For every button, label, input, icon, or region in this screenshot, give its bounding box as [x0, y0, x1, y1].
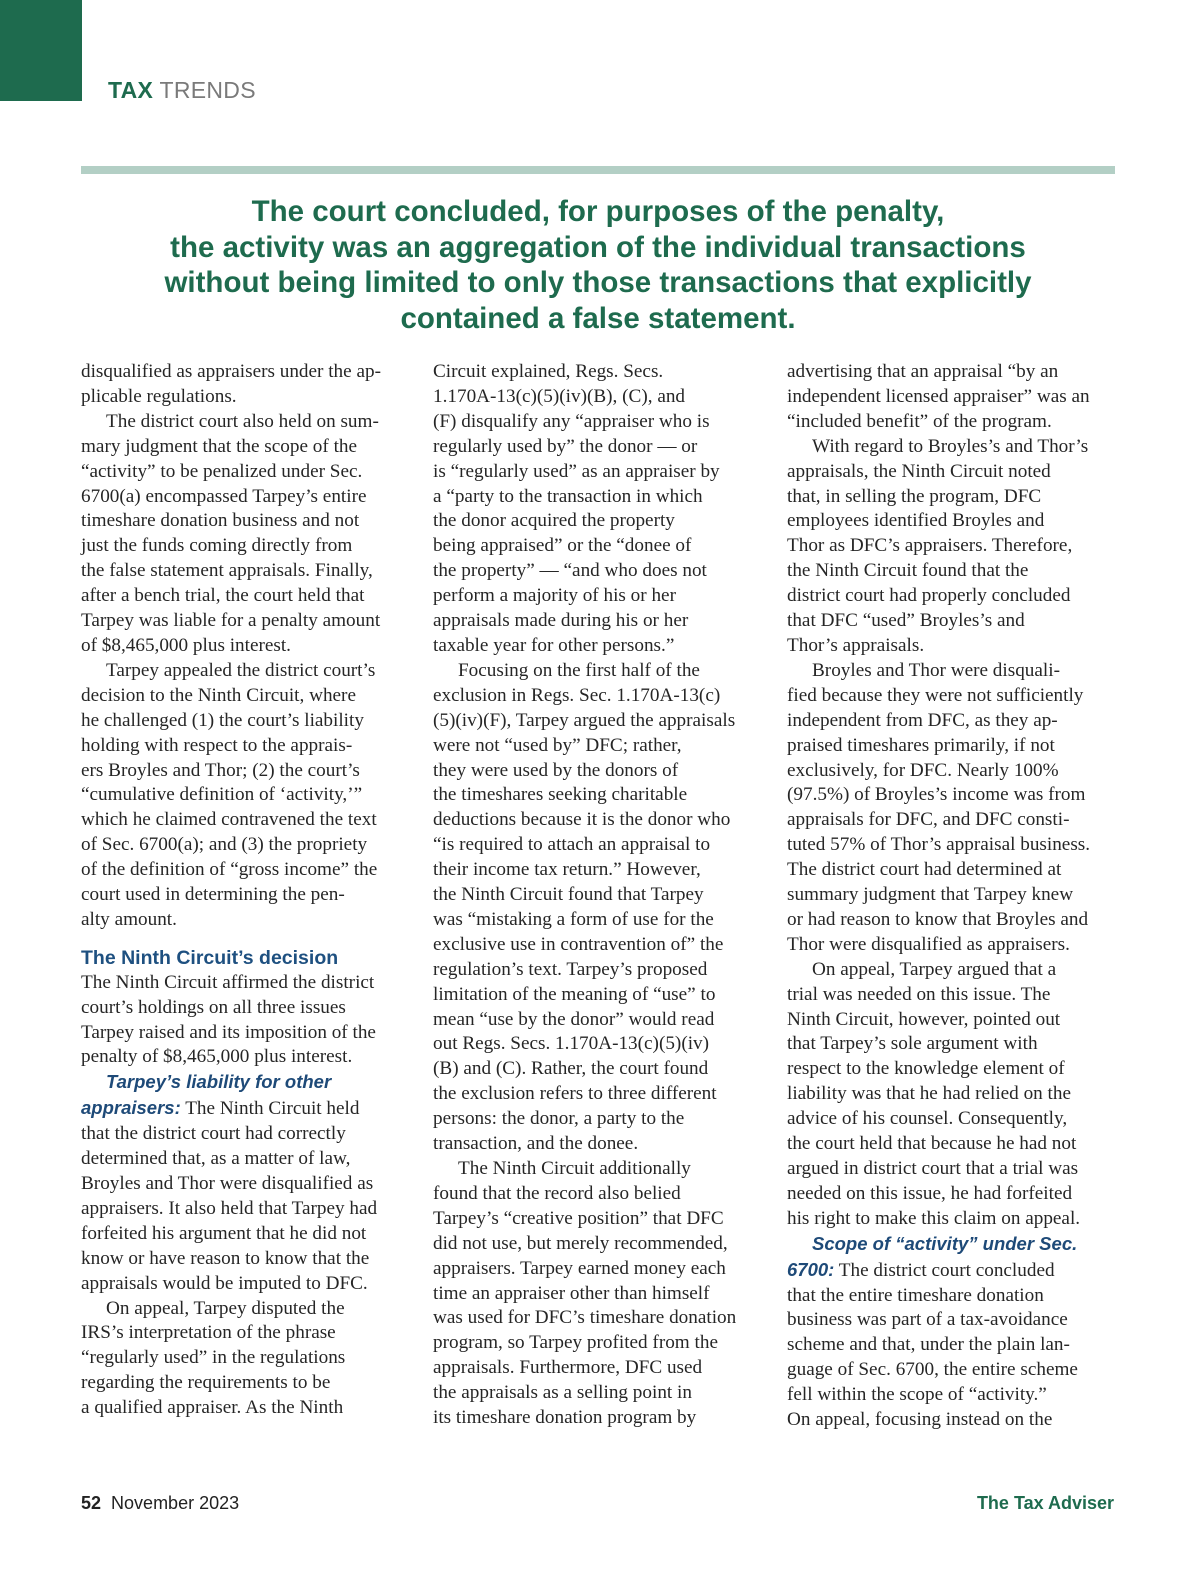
text-line: penalty of $8,465,000 plus interest. — [81, 1046, 353, 1068]
text-line: of $8,465,000 plus interest. — [81, 634, 291, 656]
text-line: The Ninth Circuit affirmed the district — [81, 971, 375, 993]
section-label — [108, 77, 256, 104]
text-line: Broyles and Thor were disquali- — [812, 659, 1060, 681]
text-line: Thor as DFC’s appraisers. Therefore, — [787, 535, 1073, 557]
text-line: Tarpey’s “creative position” that DFC — [433, 1207, 724, 1229]
text-line: scheme and that, under the plain lan- — [787, 1334, 1070, 1356]
text-line: his right to make this claim on appeal. — [787, 1207, 1081, 1229]
text-line: persons: the donor, a party to the — [433, 1108, 685, 1130]
text-line: Broyles and Thor were disqualified as — [81, 1173, 374, 1194]
text-line-body: The Ninth Circuit held — [180, 1098, 360, 1120]
text-line: (F) disqualify any “appraiser who is — [433, 410, 710, 432]
text-line: With regard to Broyles’s and Thor’s — [812, 435, 1089, 457]
text-line: just the funds coming directly from — [81, 535, 353, 557]
text-line: (5)(iv)(F), Tarpey argued the appraisals — [433, 709, 736, 731]
text-line — [81, 1096, 411, 1122]
text-line: that, in selling the program, DFC — [787, 485, 1042, 507]
text-line: that the entire timeshare donation — [787, 1284, 1044, 1306]
text-line: Thor were disqualified as appraisers. — [787, 933, 1070, 955]
text-line: advice of his counsel. Consequently, — [787, 1108, 1068, 1130]
text-line: Thor’s appraisals. — [787, 634, 925, 656]
text-line: Ninth Circuit, however, pointed out — [787, 1008, 1061, 1030]
run-in-heading: Scope of “activity” under Sec. — [812, 1232, 1078, 1254]
text-line: appraisers. It also held that Tarpey had — [81, 1197, 378, 1219]
text-line: Tarpey raised and its imposition of the — [81, 1021, 376, 1043]
text-line: regulation’s text. Tarpey’s proposed — [433, 958, 708, 980]
text-line: The Ninth Circuit additionally — [458, 1158, 691, 1179]
text-line: found that the record also belied — [433, 1182, 681, 1204]
text-line: that Tarpey’s sole argument with — [787, 1033, 1038, 1055]
text-line: business was part of a tax-avoidance — [787, 1309, 1068, 1331]
text-line: the property” — “and who does not — [433, 560, 707, 582]
text-line: “is required to attach an appraisal to — [433, 834, 711, 856]
text-line: ers Broyles and Thor; (2) the court’s — [81, 759, 360, 781]
text-line: 1.170A-13(c)(5)(iv)(B), (C), and — [433, 385, 686, 407]
text-line: 6700(a) encompassed Tarpey’s entire — [81, 485, 367, 507]
text-line: fied because they were not sufficiently — [787, 684, 1084, 706]
section-label-light: TRENDS — [159, 77, 256, 103]
text-line: Tarpey appealed the district court’s — [106, 659, 376, 681]
text-line: forfeited his argument that he did not — [81, 1222, 367, 1244]
text-line: plicable regulations. — [81, 385, 237, 407]
article-column-1 — [81, 360, 411, 1421]
text-line: tuted 57% of Thor’s appraisal business. — [787, 834, 1091, 856]
page-number: 52 — [81, 1493, 102, 1513]
text-line: On appeal, focusing instead on the — [787, 1409, 1053, 1431]
text-line: transaction, and the donee. — [433, 1133, 639, 1155]
text-line: mary judgment that the scope of the — [81, 435, 358, 457]
pullquote-line: contained a false statement. — [400, 301, 796, 335]
text-line: or had reason to know that Broyles and — [787, 908, 1089, 930]
pullquote-line: without being limited to only those transactions that explicitly — [164, 266, 1032, 299]
article-column-2 — [433, 360, 768, 1431]
run-in-heading: 6700: — [787, 1258, 835, 1280]
text-line: IRS’s interpretation of the phrase — [81, 1322, 336, 1344]
corner-color-block — [0, 0, 82, 101]
text-line: the Ninth Circuit found that the — [787, 560, 1029, 582]
text-line: their income tax return.” However, — [433, 859, 701, 881]
text-line: exclusion in Regs. Sec. 1.170A-13(c) — [433, 684, 721, 706]
text-line: know or have reason to know that the — [81, 1247, 370, 1269]
text-line: being appraised” or the “donee of — [433, 535, 692, 557]
text-line: they were used by the donors of — [433, 759, 679, 781]
text-line: the court held that because he had not — [787, 1133, 1077, 1155]
text-line: (97.5%) of Broyles’s income was from — [787, 784, 1086, 806]
text-line: of the definition of “gross income” the — [81, 859, 378, 881]
article-column-3 — [787, 360, 1117, 1433]
text-line: a qualified appraiser. As the Ninth — [81, 1397, 344, 1419]
pullquote-line: The court concluded, for purposes of the penalty, — [251, 195, 945, 228]
pullquote — [100, 194, 1096, 336]
text-line: guage of Sec. 6700, the entire scheme — [787, 1359, 1078, 1381]
text-line: “activity” to be penalized under Sec. — [81, 460, 363, 482]
text-line: “cumulative definition of ‘activity,’” — [81, 784, 363, 806]
text-line: regarding the requirements to be — [81, 1372, 331, 1394]
text-line: court used in determining the pen- — [81, 884, 345, 906]
text-line: Circuit explained, Regs. Secs. — [433, 361, 664, 382]
text-line: deductions because it is the donor who — [433, 809, 731, 831]
text-line: alty amount. — [81, 908, 177, 930]
text-line: appraisals for DFC, and DFC consti- — [787, 809, 1070, 831]
section-label-bold: TAX — [108, 77, 154, 103]
text-line: “included benefit” of the program. — [787, 410, 1052, 432]
run-in-heading: appraisers: — [81, 1097, 181, 1119]
text-line: limitation of the meaning of “use” to — [433, 983, 716, 1005]
text-line: liability was that he had relied on the — [787, 1083, 1071, 1105]
text-line: taxable year for other persons.” — [433, 634, 675, 656]
text-line: the Ninth Circuit found that Tarpey — [433, 884, 704, 906]
text-line: the donor acquired the property — [433, 510, 675, 532]
text-line: (B) and (C). Rather, the court found — [433, 1058, 709, 1080]
text-line: exclusive use in contravention of” the — [433, 933, 724, 955]
text-line: a “party to the transaction in which — [433, 485, 703, 507]
text-line: was used for DFC’s timeshare donation — [433, 1307, 737, 1329]
text-line: appraisals made during his or her — [433, 610, 689, 632]
text-line: determined that, as a matter of law, — [81, 1148, 351, 1170]
text-line-body: The district court concluded — [834, 1259, 1055, 1281]
text-line: praised timeshares primarily, if not — [787, 734, 1055, 756]
text-line: exclusively, for DFC. Nearly 100% — [787, 759, 1059, 781]
text-line: independent licensed appraiser” was an — [787, 385, 1090, 407]
text-line: the appraisals as a selling point in — [433, 1382, 692, 1404]
text-line: appraisals, the Ninth Circuit noted — [787, 460, 1051, 482]
text-line: fell within the scope of “activity.” — [787, 1384, 1047, 1406]
text-line: summary judgment that Tarpey knew — [787, 884, 1074, 906]
section-heading: The Ninth Circuit’s decision — [81, 946, 339, 969]
text-line: was “mistaking a form of use for the — [433, 908, 714, 930]
text-line: of Sec. 6700(a); and (3) the propriety — [81, 834, 368, 856]
text-line: employees identified Broyles and — [787, 510, 1045, 532]
text-line — [787, 1232, 1117, 1258]
text-line: he challenged (1) the court’s liability — [81, 709, 364, 731]
text-line: after a bench trial, the court held that — [81, 585, 365, 607]
text-line: program, so Tarpey profited from the — [433, 1332, 718, 1354]
text-line: advertising that an appraisal “by an — [787, 361, 1059, 382]
text-line: which he claimed contravened the text — [81, 809, 377, 831]
text-line: were not “used by” DFC; rather, — [433, 734, 682, 756]
text-line: respect to the knowledge element of — [787, 1058, 1065, 1080]
text-line: regularly used by” the donor — or — [433, 435, 698, 457]
text-line: independent from DFC, as they ap- — [787, 709, 1058, 731]
text-line: argued in district court that a trial was — [787, 1158, 1079, 1179]
pullquote-line: the activity was an aggregation of the individual transactions — [170, 230, 1026, 264]
text-line: did not use, but merely recommended, — [433, 1232, 728, 1254]
text-line: needed on this issue, he had forfeited — [787, 1182, 1073, 1204]
page-footer-left — [81, 1493, 239, 1514]
pullquote-rule — [81, 166, 1115, 174]
issue-date: November 2023 — [111, 1493, 240, 1513]
text-line: that DFC “used” Broyles’s and — [787, 610, 1025, 632]
text-line: appraisers. Tarpey earned money each — [433, 1257, 726, 1279]
text-line: district court had properly concluded — [787, 585, 1071, 607]
text-line: holding with respect to the apprais- — [81, 734, 353, 756]
text-line — [81, 1070, 411, 1096]
text-line: its timeshare donation program by — [433, 1407, 697, 1429]
text-line: the exclusion refers to three different — [433, 1083, 717, 1105]
text-line: is “regularly used” as an appraiser by — [433, 460, 720, 482]
text-line: Tarpey was liable for a penalty amount — [81, 610, 381, 632]
text-line — [787, 1258, 1117, 1284]
text-line: On appeal, Tarpey argued that a — [812, 958, 1057, 980]
text-line: the timeshares seeking charitable — [433, 784, 688, 806]
text-line: time an appraiser other than himself — [433, 1282, 710, 1304]
text-line: timeshare donation business and not — [81, 510, 360, 532]
text-line: perform a majority of his or her — [433, 585, 676, 607]
text-line: appraisals would be imputed to DFC. — [81, 1272, 368, 1294]
text-line: mean “use by the donor” would read — [433, 1008, 715, 1030]
publication-name: The Tax Adviser — [976, 1493, 1114, 1513]
text-line: out Regs. Secs. 1.170A-13(c)(5)(iv) — [433, 1033, 710, 1055]
text-line: Focusing on the first half of the — [458, 659, 700, 681]
text-line: “regularly used” in the regulations — [81, 1347, 346, 1369]
text-line: The district court had determined at — [787, 859, 1062, 881]
text-line: disqualified as appraisers under the ap- — [81, 361, 381, 382]
text-line: trial was needed on this issue. The — [787, 983, 1051, 1005]
text-line: On appeal, Tarpey disputed the — [106, 1297, 345, 1319]
text-line: appraisals. Furthermore, DFC used — [433, 1357, 703, 1379]
text-line: that the district court had correctly — [81, 1123, 346, 1145]
run-in-heading: Tarpey’s liability for other — [106, 1071, 332, 1093]
text-line: the false statement appraisals. Finally, — [81, 560, 373, 582]
text-line: court’s holdings on all three issues — [81, 996, 346, 1018]
text-line: decision to the Ninth Circuit, where — [81, 684, 356, 706]
text-line: The district court also held on sum- — [106, 410, 379, 432]
